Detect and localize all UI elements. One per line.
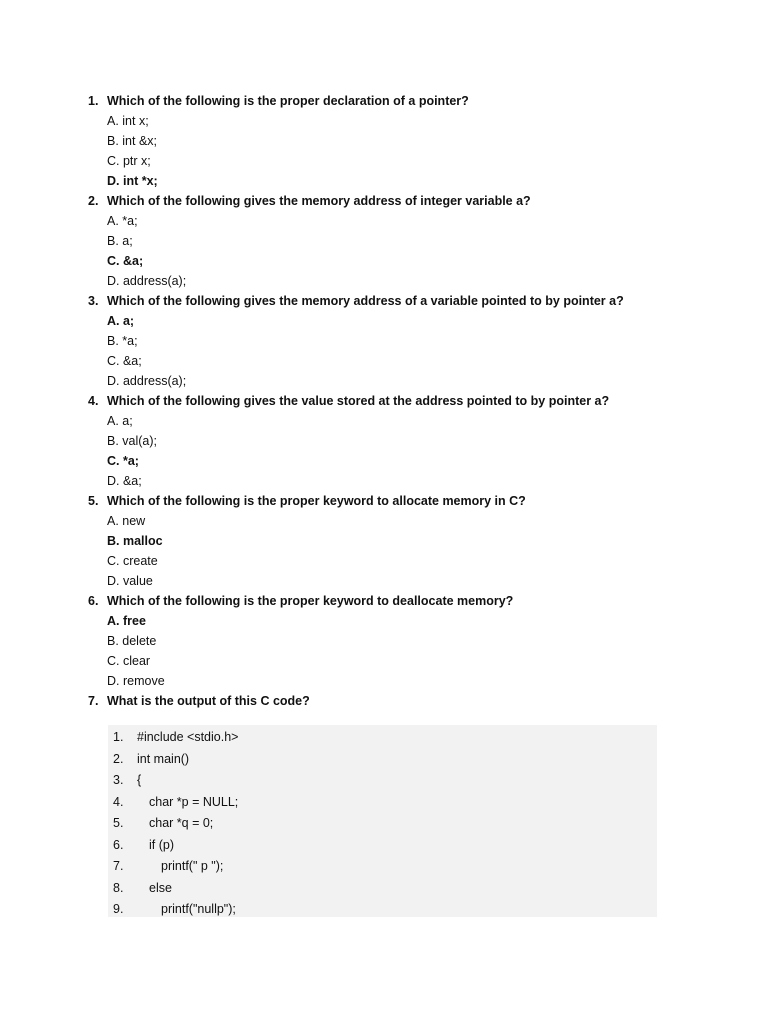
- answer-option: D. address(a);: [107, 374, 187, 388]
- answer-option: A. int x;: [107, 114, 149, 128]
- question-number: 4.: [88, 394, 99, 408]
- question-3: [88, 291, 728, 391]
- code-line-number: 8.: [113, 880, 124, 895]
- question-number: 5.: [88, 494, 99, 508]
- question-2: [88, 191, 728, 291]
- answer-option: D. address(a);: [107, 274, 187, 288]
- question-number: 7.: [88, 694, 99, 708]
- answer-option: C. create: [107, 554, 158, 568]
- code-line: [108, 770, 657, 792]
- code-line-number: 1.: [113, 730, 124, 744]
- question-number: 6.: [88, 594, 99, 608]
- code-line-text: else: [149, 880, 172, 895]
- answer-option-correct: B. malloc: [107, 534, 163, 548]
- question-5: [88, 491, 728, 591]
- code-line-text: int main(): [137, 751, 190, 766]
- question-heading: [88, 691, 728, 711]
- answer-option: B. int &x;: [107, 134, 158, 148]
- code-line-text: char *p = NULL;: [149, 794, 239, 809]
- question-6: [88, 591, 728, 691]
- answer-option: C. &a;: [107, 354, 142, 368]
- question-1: [88, 91, 728, 191]
- answer-option: D. &a;: [107, 474, 142, 488]
- question-heading: [88, 591, 728, 611]
- answer-option: A. a;: [107, 414, 133, 428]
- code-line: [108, 878, 657, 900]
- answer-option: B. delete: [107, 634, 157, 648]
- answer-option: C. clear: [107, 654, 151, 668]
- question-text: Which of the following gives the memory address of integer variable a?: [107, 194, 531, 208]
- question-heading: [88, 291, 728, 311]
- code-line: [108, 835, 657, 857]
- code-line-text: printf(" p ");: [161, 859, 224, 873]
- answer-option: A. *a;: [107, 214, 138, 228]
- code-line: [108, 856, 657, 878]
- question-heading: [88, 191, 728, 211]
- code-line: [108, 749, 657, 771]
- answer-option: A. new: [107, 514, 146, 528]
- code-line-number: 4.: [113, 794, 124, 809]
- question-list: [88, 91, 728, 711]
- code-line-number: 9.: [113, 902, 124, 916]
- answer-option-correct: D. int *x;: [107, 174, 158, 188]
- code-line-number: 6.: [113, 837, 124, 852]
- code-line-text: char *q = 0;: [149, 816, 214, 830]
- code-line: [108, 792, 657, 814]
- question-heading: [88, 391, 728, 411]
- answer-option: B. a;: [107, 234, 133, 248]
- code-block: [108, 725, 657, 917]
- question-text: Which of the following is the proper keyword to deallocate memory?: [107, 594, 514, 608]
- code-line: [108, 813, 657, 835]
- answer-option: D. remove: [107, 674, 165, 688]
- code-line: [108, 899, 657, 921]
- code-line-number: 3.: [113, 773, 124, 787]
- answer-option: C. ptr x;: [107, 154, 151, 168]
- answer-option-correct: C. *a;: [107, 454, 139, 468]
- code-line-number: 5.: [113, 816, 124, 830]
- question-heading: [88, 491, 728, 511]
- code-line: [108, 727, 657, 749]
- code-line-text: {: [137, 773, 142, 787]
- question-text: Which of the following gives the memory address of a variable pointed to by pointer a?: [107, 294, 624, 308]
- question-7: [88, 691, 728, 711]
- answer-option: B. *a;: [107, 334, 138, 348]
- question-number: 3.: [88, 294, 99, 308]
- answer-option: B. val(a);: [107, 434, 158, 448]
- question-heading: [88, 91, 728, 111]
- code-line-text: #include <stdio.h>: [137, 730, 239, 744]
- code-line-text: if (p): [149, 837, 174, 852]
- question-text: Which of the following gives the value stored at the address pointed to by pointer a?: [107, 394, 610, 408]
- answer-option-correct: C. &a;: [107, 254, 144, 268]
- question-text: What is the output of this C code?: [107, 694, 310, 708]
- answer-option-correct: A. free: [107, 614, 146, 628]
- question-4: [88, 391, 728, 491]
- question-number: 1.: [88, 94, 99, 108]
- question-text: Which of the following is the proper keyword to allocate memory in C?: [107, 494, 526, 508]
- code-line-number: 7.: [113, 859, 124, 873]
- answer-option: D. value: [107, 574, 153, 588]
- code-line-number: 2.: [113, 751, 124, 766]
- code-line-text: printf("nullp");: [161, 902, 236, 916]
- answer-option-correct: A. a;: [107, 314, 135, 328]
- question-text: Which of the following is the proper declaration of a pointer?: [107, 94, 469, 108]
- question-number: 2.: [88, 194, 99, 208]
